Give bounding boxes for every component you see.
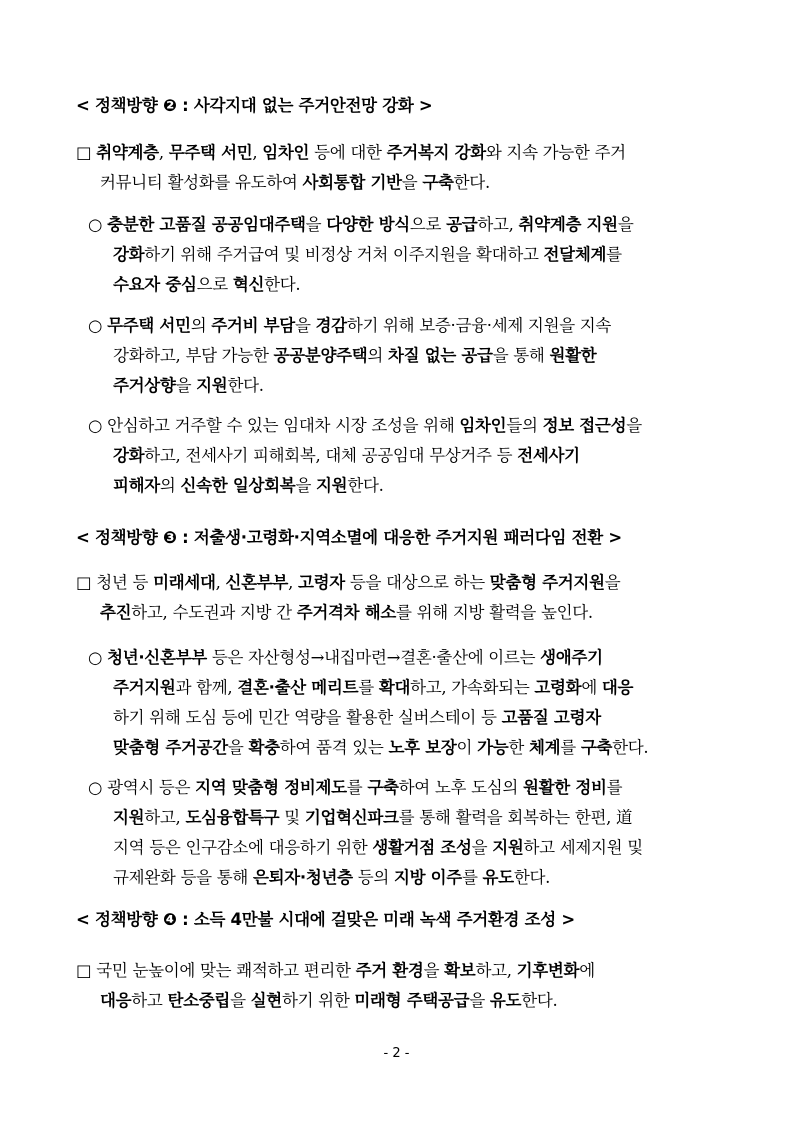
paragraph-line xyxy=(88,471,728,501)
emphasized-text: 기업혁신파크 xyxy=(304,808,399,827)
section-3-main-paragraph xyxy=(76,568,726,628)
line-text xyxy=(107,416,642,435)
emphasized-text: 확대 xyxy=(378,678,411,697)
body-text: 한다. xyxy=(347,476,384,495)
body-text: 한다. xyxy=(453,173,490,192)
section-3-sub-2 xyxy=(88,773,728,893)
emphasized-text: 맞춤형 주거지원 xyxy=(489,573,605,592)
body-text: 을 xyxy=(469,991,490,1010)
body-text: 청년 등 xyxy=(96,573,154,592)
emphasized-text: 미래세대 xyxy=(153,573,216,592)
emphasized-text: 은퇴자·청년층 xyxy=(252,868,353,887)
emphasized-text: 강화 xyxy=(113,245,145,264)
body-text: , xyxy=(252,143,263,162)
body-text: 을 xyxy=(305,215,327,234)
emphasized-text: 피해자 xyxy=(113,476,160,495)
paragraph-line xyxy=(88,673,728,703)
paragraph-line xyxy=(88,773,728,803)
body-text: 하고, 전세사기 피해회복, 대체 공공임대 무상거주 등 xyxy=(144,446,518,465)
emphasized-text: 충분한 고품질 공공임대주택 xyxy=(107,215,306,234)
emphasized-text: 주거지원 xyxy=(113,678,176,697)
body-text: 을 xyxy=(230,991,251,1010)
body-text: 등을 대상으로 하는 xyxy=(344,573,490,592)
body-text: 을 xyxy=(604,573,621,592)
emphasized-text: 가능 xyxy=(477,738,509,757)
body-text: 를 xyxy=(606,778,623,797)
emphasized-text: 지원 xyxy=(492,838,524,857)
body-text: 하여 품격 있는 xyxy=(279,738,389,757)
body-text: 한다. xyxy=(227,376,264,395)
emphasized-text: 유도 xyxy=(482,868,514,887)
body-text: 을 xyxy=(295,476,317,495)
emphasized-text: 전세사기 xyxy=(517,446,580,465)
body-text: 하고, xyxy=(475,961,517,980)
body-text: 을 xyxy=(471,838,493,857)
body-text: 및 xyxy=(279,808,305,827)
emphasized-text: 지원 xyxy=(316,476,348,495)
emphasized-text: 공공분양주택 xyxy=(273,346,368,365)
paragraph-line xyxy=(88,240,728,270)
emphasized-text: 생활거점 조성 xyxy=(372,838,472,857)
circle-bullet: ○ xyxy=(88,316,103,335)
body-text: 과 함께, xyxy=(175,678,238,697)
emphasized-text: 무주택 서민 xyxy=(168,143,253,162)
emphasized-text: 수요자 중심 xyxy=(113,275,197,294)
emphasized-text: 대응 xyxy=(100,991,132,1010)
paragraph-line xyxy=(88,643,728,673)
body-text: 를 xyxy=(461,868,483,887)
body-text: 하기 위한 xyxy=(281,991,355,1010)
line-text xyxy=(96,573,620,592)
emphasized-text: 지방 이주 xyxy=(393,868,462,887)
emphasized-text: 무주택 서민 xyxy=(107,316,191,335)
paragraph-line xyxy=(88,803,728,833)
circle-bullet: ○ xyxy=(88,648,103,667)
paragraph-line xyxy=(88,270,728,300)
emphasized-text: 고령화 xyxy=(534,678,582,697)
emphasized-text: 전달체계 xyxy=(543,245,607,264)
body-text: 하기 위해 도심 등에 민간 역량을 활용한 실버스테이 등 xyxy=(113,708,502,727)
paragraph-line xyxy=(88,703,728,733)
circle-bullet: ○ xyxy=(88,215,103,234)
emphasized-text: 미래형 주택공급 xyxy=(354,991,470,1010)
body-text: 한다. xyxy=(521,991,558,1010)
emphasized-text: 주거격차 해소 xyxy=(296,603,397,622)
emphasized-text: 지원 xyxy=(113,808,145,827)
emphasized-text: 임차인 xyxy=(262,143,310,162)
square-bullet: □ xyxy=(76,573,92,592)
body-text: 하고, xyxy=(144,808,186,827)
emphasized-text: 결혼·출산 메리트 xyxy=(237,678,359,697)
body-text: 하기 위해 보증·금융·세제 지원을 지속 xyxy=(346,316,612,335)
emphasized-text: 고품질 고령자 xyxy=(501,708,601,727)
body-text: 하고 세제지원 및 xyxy=(523,838,643,857)
emphasized-text: 탄소중립 xyxy=(167,991,231,1010)
emphasized-text: 신혼부부 xyxy=(225,573,289,592)
body-text: 들의 xyxy=(506,416,543,435)
line-text xyxy=(107,778,622,797)
emphasized-text: 주거비 부담 xyxy=(211,316,295,335)
body-text: 하여 노후 도심의 xyxy=(398,778,523,797)
emphasized-text: 다양한 방식 xyxy=(326,215,410,234)
body-text: 하고, xyxy=(477,215,519,234)
body-text: 의 xyxy=(367,346,388,365)
line-text xyxy=(96,143,626,162)
emphasized-text: 실현 xyxy=(250,991,282,1010)
emphasized-text: 혁신 xyxy=(232,275,265,294)
emphasized-text: 취약계층 xyxy=(96,143,159,162)
body-text: 를 xyxy=(346,778,368,797)
body-text: 안심하고 거주할 수 있는 임대차 시장 조성을 위해 xyxy=(107,416,460,435)
body-text: 등에 대한 xyxy=(309,143,387,162)
emphasized-text: 구축 xyxy=(422,173,454,192)
emphasized-text: 체계 xyxy=(528,738,561,757)
line-text xyxy=(107,215,633,234)
body-text: 국민 눈높이에 맞는 쾌적하고 편리한 xyxy=(96,961,356,980)
body-text: 규제완화 등을 통해 xyxy=(113,868,253,887)
body-text: 강화하고, 부담 가능한 xyxy=(113,346,274,365)
body-text: 한다. xyxy=(264,275,301,294)
body-text: 에 xyxy=(579,961,595,980)
body-text: 으로 xyxy=(196,275,233,294)
paragraph-line xyxy=(88,863,728,893)
emphasized-text: 확충 xyxy=(248,738,280,757)
emphasized-text: 생애주기 xyxy=(540,648,603,667)
body-text: 을 xyxy=(617,215,634,234)
emphasized-text: 경감 xyxy=(315,316,347,335)
emphasized-text: 지원 xyxy=(196,376,228,395)
paragraph-line xyxy=(88,833,728,863)
emphasized-text: 공급 xyxy=(446,215,478,234)
paragraph-line xyxy=(76,168,726,198)
body-text: 를 위해 지방 활력을 높인다. xyxy=(396,603,593,622)
body-text: 을 xyxy=(294,316,316,335)
body-text: 와 지속 가능한 주거 xyxy=(485,143,626,162)
emphasized-text: 사회통합 기반 xyxy=(302,173,402,192)
emphasized-text: 도심융합특구 xyxy=(185,808,280,827)
emphasized-text: 취약계층 지원 xyxy=(518,215,618,234)
emphasized-text: 원활한 xyxy=(549,346,597,365)
line-text xyxy=(107,648,603,667)
paragraph-line xyxy=(76,986,726,1016)
body-text: 를 xyxy=(560,738,581,757)
emphasized-text: 대응 xyxy=(601,678,634,697)
emphasized-text: 주거상향 xyxy=(113,376,176,395)
emphasized-text: 구축 xyxy=(367,778,399,797)
body-text: 을 xyxy=(227,738,249,757)
emphasized-text: 노후 보장 xyxy=(388,738,457,757)
body-text: 을 xyxy=(401,173,423,192)
body-text: 등은 자산형성→내집마련→결혼·출산에 이르는 xyxy=(206,648,541,667)
body-text: , xyxy=(215,573,226,592)
section-4-main-paragraph xyxy=(76,956,726,1016)
line-text xyxy=(107,316,611,335)
paragraph-line xyxy=(88,411,728,441)
emphasized-text: 주거복지 강화 xyxy=(386,143,486,162)
emphasized-text: 강화 xyxy=(113,446,145,465)
body-text: 을 xyxy=(423,961,445,980)
body-text: 지역 등은 인구감소에 대응하기 위한 xyxy=(113,838,373,857)
emphasized-text: 기후변화 xyxy=(516,961,580,980)
body-text: 에 xyxy=(581,678,602,697)
page-number: - 2 - xyxy=(383,1046,410,1061)
emphasized-text: 청년·신혼부부 xyxy=(107,648,207,667)
paragraph-line xyxy=(88,371,728,401)
body-text: 하고, 가속화되는 xyxy=(410,678,535,697)
paragraph-line xyxy=(88,733,728,763)
body-text: 광역시 등은 xyxy=(107,778,196,797)
emphasized-text: 확보 xyxy=(444,961,476,980)
body-text: 한 xyxy=(508,738,529,757)
body-text: 를 통해 활력을 회복하는 한편, 道 xyxy=(398,808,633,827)
paragraph-line xyxy=(88,311,728,341)
emphasized-text: 구축 xyxy=(580,738,613,757)
emphasized-text: 차질 없는 공급 xyxy=(387,346,493,365)
section-2-heading: < 정책방향 ❷ : 사각지대 없는 주거안전망 강화 > xyxy=(76,96,433,115)
body-text: 을 통해 xyxy=(492,346,550,365)
body-text: , xyxy=(158,143,169,162)
body-text: 하고, 수도권과 지방 간 xyxy=(131,603,297,622)
body-text: 한다. xyxy=(612,738,649,757)
body-text: 의 xyxy=(190,316,212,335)
body-text: 하고 xyxy=(131,991,168,1010)
emphasized-text: 유도 xyxy=(489,991,522,1010)
emphasized-text: 추진 xyxy=(100,603,132,622)
body-text: 등의 xyxy=(352,868,394,887)
paragraph-line xyxy=(88,441,728,471)
paragraph-line xyxy=(76,568,726,598)
section-4-heading: < 정책방향 ❹ : 소득 4만불 시대에 걸맞은 미래 녹색 주거환경 조성 > xyxy=(76,910,575,929)
square-bullet: □ xyxy=(76,961,92,980)
emphasized-text: 고령자 xyxy=(297,573,345,592)
emphasized-text: 원활한 정비 xyxy=(522,778,607,797)
circle-bullet: ○ xyxy=(88,416,103,435)
emphasized-text: 맞춤형 주거공간 xyxy=(113,738,228,757)
section-2-sub-3 xyxy=(88,411,728,501)
section-2-sub-2 xyxy=(88,311,728,401)
body-text: 커뮤니티 활성화를 유도하여 xyxy=(100,173,303,192)
emphasized-text: 정보 접근성 xyxy=(542,416,627,435)
square-bullet: □ xyxy=(76,143,92,162)
paragraph-line xyxy=(88,341,728,371)
section-3-sub-1 xyxy=(88,643,728,763)
section-2-main-paragraph xyxy=(76,138,726,198)
body-text: 를 xyxy=(606,245,622,264)
paragraph-line xyxy=(88,210,728,240)
body-text: 하기 위해 주거급여 및 비정상 거처 이주지원을 확대하고 xyxy=(144,245,544,264)
body-text: 한다. xyxy=(513,868,551,887)
body-text: 을 xyxy=(175,376,197,395)
section-2-sub-1 xyxy=(88,210,728,300)
emphasized-text: 지역 맞춤형 정비제도 xyxy=(195,778,347,797)
paragraph-line xyxy=(76,138,726,168)
body-text: 의 xyxy=(159,476,181,495)
circle-bullet: ○ xyxy=(88,778,103,797)
body-text: 이 xyxy=(456,738,478,757)
paragraph-line xyxy=(76,956,726,986)
body-text: , xyxy=(288,573,298,592)
section-3-heading: < 정책방향 ❸ : 저출생·고령화·지역소멸에 대응한 주거지원 패러다임 전환 > xyxy=(76,528,622,547)
emphasized-text: 주거 환경 xyxy=(355,961,424,980)
emphasized-text: 신속한 일상회복 xyxy=(180,476,296,495)
line-text xyxy=(96,961,595,980)
body-text: 으로 xyxy=(409,215,447,234)
emphasized-text: 임차인 xyxy=(459,416,507,435)
body-text: 를 xyxy=(358,678,379,697)
paragraph-line xyxy=(76,598,726,628)
body-text: 을 xyxy=(626,416,642,435)
